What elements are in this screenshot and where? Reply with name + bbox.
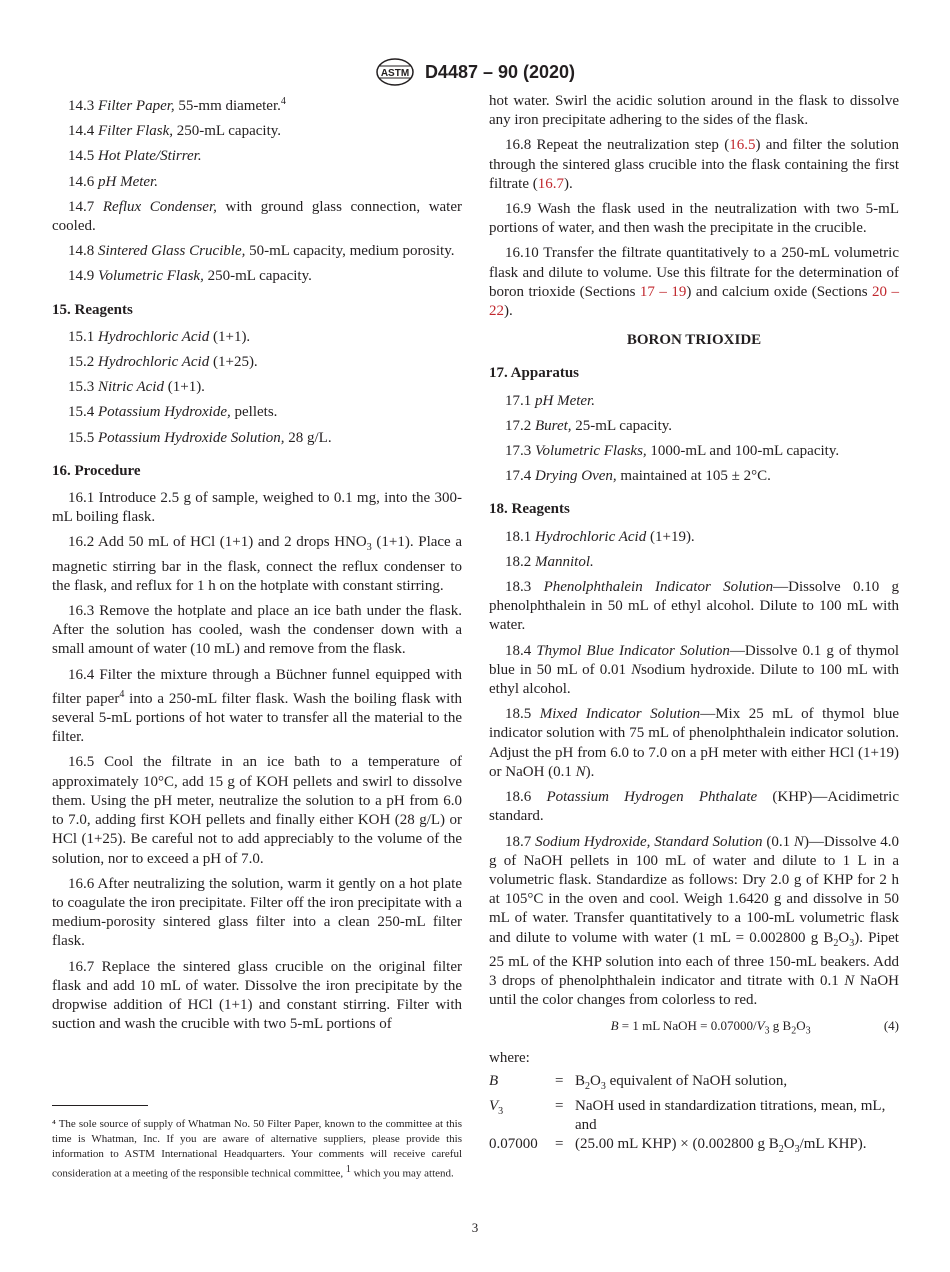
paragraph-16-8: 16.8 Repeat the neutralization step (16.5) and filter the solution through the sintered glass crucible into the flask containing the first filtrate (16.7). (489, 137, 900, 192)
item-18-2: 18.2 Mannitol. (505, 553, 594, 570)
right-column (489, 92, 899, 1159)
item-15-3: 15.3 Nitric Acid (1+1). (68, 379, 205, 396)
page-header (0, 57, 950, 87)
item-14-7: 14.7 Reflux Condenser, with ground glass connection, water cooled. (52, 198, 463, 235)
where-label: where: (489, 1050, 530, 1067)
astm-logo-icon (375, 57, 415, 87)
item-17-4: 17.4 Drying Oven, maintained at 105 ± 2°C. (505, 468, 771, 485)
item-15-2: 15.2 Hydrochloric Acid (1+25). (68, 354, 258, 371)
definition-row: B = $B_2O_3$ equivalent of NaOH solution, (489, 1073, 788, 1093)
svg-text:ASTM: ASTM (380, 68, 410, 79)
item-14-9: 14.9 Volumetric Flask, 250-mL capacity. (68, 268, 312, 285)
item-18-1: 18.1 Hydrochloric Acid (1+19). (505, 528, 695, 545)
item-17-1: 17.1 pH Meter. (505, 392, 595, 409)
paragraph-18-4: 18.4 Thymol Blue Indicator Solution—Dissolve 0.1 g of thymol blue in 50 mL of 0.01 Nsodium hydroxide. Dilute to 100 mL with ethyl alcohol. (489, 642, 900, 698)
section-heading-16: 16. Procedure (52, 462, 141, 479)
item-14-8: 14.8 Sintered Glass Crucible, 50-mL capacity, medium porosity. (68, 243, 455, 260)
paragraph-18-3: 18.3 Phenolphthalein Indicator Solution—Dissolve 0.10 g phenolphthalein in 50 mL of ethyl alcohol. Dilute to 100 mL with water. (489, 579, 900, 634)
paragraph-16-2: 16.2 Add 50 mL of HCl (1+1) and 2 drops $HNO_3$ (1+1). Place a magnetic stirring bar in the flask, connect the reflux condenser to the flask, and reflux for 1 h on the hotplate with constant stirring. (52, 534, 462, 594)
item-14-5: 14.5 Hot Plate/Stirrer. (68, 148, 202, 165)
item-15-5: 15.5 Potassium Hydroxide Solution, 28 g/L. (68, 429, 332, 446)
paragraph-16-7-continued: hot water. Swirl the acidic solution around in the flask to dissolve any iron precipitate adhering to the sides of the flask. (489, 93, 899, 129)
document-designation: D4487 – 90 (2020) (424, 61, 576, 82)
item-14-6: 14.6 pH Meter. (68, 173, 158, 190)
section-heading-18: 18. Reagents (489, 501, 570, 518)
paragraph-16-4: 16.4 Filter the mixture through a Büchner funnel equipped with filter paper$^4$ into a 250-mL filter flask. Wash the boiling flask with several 5-mL portions of hot water to transfer all the material to the filter. (52, 666, 463, 746)
equation-number: (4) (883, 1018, 899, 1034)
item-15-1: 15.1 Hydrochloric Acid (1+1). (68, 328, 251, 345)
paragraph-16-6: 16.6 After neutralizing the solution, warm it gently on a hot plate to coagulate the iron precipitate. Filter off the iron precipitate with a medium-porosity sintered glass filter into a clean 250-mL filter flask. (52, 875, 462, 950)
link-sections-17-19[interactable]: 17 – 19 (639, 283, 687, 300)
section-heading-17: 17. Apparatus (489, 365, 580, 382)
definition-row: 0.07000 = (25.00 mL KHP) × (0.002800 g $B_2O_3/mL$ KHP). (489, 1135, 867, 1155)
paragraph-18-5: 18.5 Mixed Indicator Solution—Mix 25 mL of thymol blue indicator solution with 75 mL of phenolphthalein indicator solution. Adjust the pH from 6.0 to 7.0 on a pH meter with either HCl (1+19) or NaOH (0.1 N). (489, 706, 899, 780)
item-15-4: 15.4 Potassium Hydroxide, pellets. (68, 404, 278, 421)
equation-4: B = 1 mL NaOH = $0.07000/V_3$ g $B_2O_3$ (4) (610, 1018, 899, 1037)
paragraph-16-1: 16.1 Introduce 2.5 g of sample, weighed to 0.1 mg, into the 300-mL boiling flask. (52, 490, 462, 526)
boron-trioxide-heading: BORON TRIOXIDE (626, 332, 762, 349)
section-heading-15: 15. Reagents (52, 301, 133, 318)
link-section-16-5[interactable]: 16.5 (729, 137, 756, 154)
paragraph-16-9: 16.9 Wash the flask used in the neutralization with two 5-mL portions of water, and then wash the precipitate in the crucible. (489, 201, 899, 237)
paragraph-18-7: 18.7 Sodium Hydroxide, Standard Solution (0.1 N)—Dissolve 4.0 g of NaOH pellets in 100 mL of water and dilute to 1 L in a volumetric flask. Standardize as follows: Dry 2.0 g of KHP for 2 h at 105°C in the oven and cool. Weigh 1.6420 g and dissolve in 50 mL of water. Transfer quantitatively to a 100-mL volumetric flask and dilute to volume with water (1 mL = 0.002800 g $B_2O_3$). Pipet 25 mL of the KHP solution into each of three 150-mL beakers. Add 3 drops of phenolphthalein indicator and titrate with 0.1 N NaOH until the color changes from colorless to red. (489, 833, 900, 1009)
page-number: 3 (471, 1220, 479, 1235)
paragraph-18-6: 18.6 Potassium Hydrogen Phthalate (KHP)—Acidimetric standard. (489, 789, 900, 825)
variable-definitions (489, 1072, 899, 1159)
paragraph-16-7: 16.7 Replace the sintered glass crucible on the original filter flask and add 10 mL of water. Dissolve the iron precipitate by the dropwise addition of HCl (1+1) and constant stirring. Filter with suction and wash the crucible with two 5-mL portions of (52, 958, 462, 1033)
footnote-divider (52, 1105, 148, 1106)
footnote-4: ⁴ The sole source of supply of Whatman No. 50 Filter Paper, known to the committee at this time is Whatman, Inc. If you are aware of alternative suppliers, please provide this information to ASTM International Headquarters. Your comments will receive careful consideration at a meeting of the responsible technical committee, $^1$ which you may attend. (52, 1118, 462, 1180)
paragraph-16-5: 16.5 Cool the filtrate in an ice bath to a temperature of approximately 10°C, add 15 g of KOH pellets and swirl to dissolve them. Using the pH meter, neutralize the solution to a pH from 6.0 to 7.0, adding first KOH pellets and finally either KOH (28 g/L) or HCl (1+25). Be careful not to add appreciably to the volume of the solution, nor to exceed a pH of 7.0. (52, 754, 462, 867)
item-17-2: 17.2 Buret, 25-mL capacity. (505, 417, 673, 434)
definition-row: $V_3$ = NaOH used in standardization titrations, mean, mL, and (489, 1097, 886, 1133)
item-14-3: 14.3 Filter Paper, 55-mm diameter.$^4$ (68, 96, 286, 114)
link-section-16-7[interactable]: 16.7 (537, 175, 564, 192)
paragraph-16-10: 16.10 Transfer the filtrate quantitatively to a 250-mL volumetric flask and dilute to volume. Use this filtrate for the determination of boron trioxide (Sections 17 – 19) and calcium oxide (Sections 20 – 22). (489, 245, 900, 320)
left-column (52, 92, 462, 1040)
paragraph-16-3: 16.3 Remove the hotplate and place an ice bath under the flask. After the solution has cooled, wash the condenser down with a small amount of water (10 mL) and remove from the flask. (52, 603, 462, 658)
link-sections-20-22[interactable]: 20 – 22 (489, 283, 900, 320)
item-17-3: 17.3 Volumetric Flasks, 1000-mL and 100-mL capacity. (505, 443, 840, 460)
item-14-4: 14.4 Filter Flask, 250-mL capacity. (68, 123, 282, 140)
